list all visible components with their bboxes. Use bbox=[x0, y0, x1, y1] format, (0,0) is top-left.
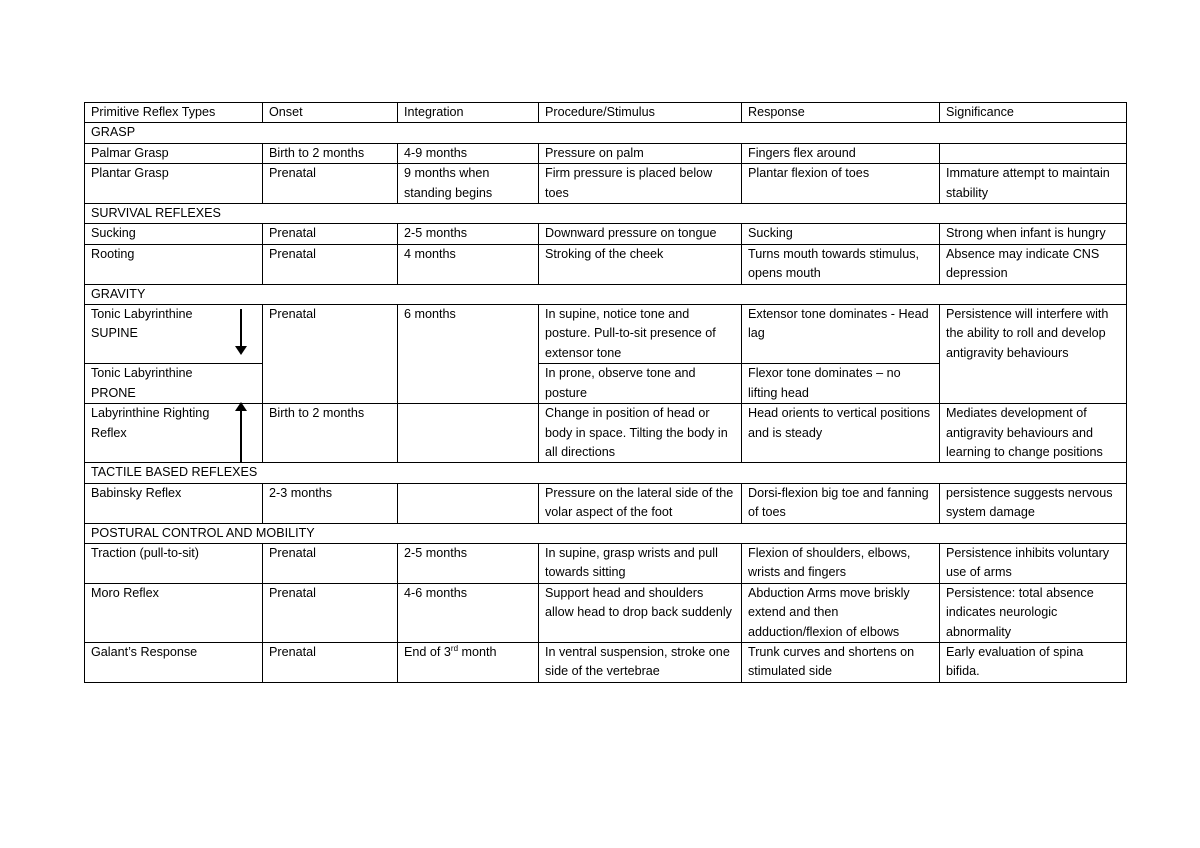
header-cell: Primitive Reflex Types bbox=[85, 103, 263, 123]
header-cell: Procedure/Stimulus bbox=[539, 103, 742, 123]
integration-cell: 4 months bbox=[398, 244, 539, 284]
procedure-cell: In ventral suspension, stroke one side of the vertebrae bbox=[539, 642, 742, 682]
section-heading-grasp: GRASP bbox=[85, 123, 1127, 143]
reflex-type-cell: Galant’s Response bbox=[85, 642, 263, 682]
onset-cell: Prenatal bbox=[263, 543, 398, 583]
reflex-type-text: Labyrinthine Righting Reflex bbox=[91, 406, 210, 440]
table-row bbox=[85, 164, 1127, 204]
response-cell: Flexor tone dominates – no lifting head bbox=[742, 364, 940, 404]
header-cell: Onset bbox=[263, 103, 398, 123]
header-cell: Significance bbox=[940, 103, 1127, 123]
arrow-down-icon bbox=[240, 309, 242, 347]
significance-cell: Absence may indicate CNS depression bbox=[940, 244, 1127, 284]
onset-cell: Birth to 2 months bbox=[263, 404, 398, 463]
section-row bbox=[85, 123, 1127, 143]
reflex-type-cell: Sucking bbox=[85, 224, 263, 244]
reflex-type-cell: Rooting bbox=[85, 244, 263, 284]
integration-text-end: month bbox=[458, 644, 497, 659]
procedure-cell: Pressure on the lateral side of the volar aspect of the foot bbox=[539, 483, 742, 523]
section-heading-survival: SURVIVAL REFLEXES bbox=[85, 204, 1127, 224]
integration-cell: 2-5 months bbox=[398, 224, 539, 244]
table-header-row bbox=[85, 103, 1127, 123]
reflex-type-cell: Traction (pull-to-sit) bbox=[85, 543, 263, 583]
section-heading-tactile: TACTILE BASED REFLEXES bbox=[85, 463, 1127, 483]
integration-cell: 6 months bbox=[398, 305, 539, 404]
onset-cell: Prenatal bbox=[263, 164, 398, 204]
response-cell: Turns mouth towards stimulus, opens mouth bbox=[742, 244, 940, 284]
reflex-type-text: Tonic Labyrinthine PRONE bbox=[91, 366, 193, 400]
integration-cell: 2-5 months bbox=[398, 543, 539, 583]
integration-cell bbox=[398, 404, 539, 463]
significance-cell: Persistence inhibits voluntary use of arms bbox=[940, 543, 1127, 583]
reflex-type-text: Tonic Labyrinthine SUPINE bbox=[91, 307, 193, 341]
significance-cell: Persistence will interfere with the ability to roll and develop antigravity behaviours bbox=[940, 305, 1127, 404]
integration-cell: 9 months when standing begins bbox=[398, 164, 539, 204]
integration-cell bbox=[398, 642, 539, 682]
onset-cell: Prenatal bbox=[263, 642, 398, 682]
table-row bbox=[85, 224, 1127, 244]
response-cell: Plantar flexion of toes bbox=[742, 164, 940, 204]
section-row bbox=[85, 523, 1127, 543]
table-row bbox=[85, 305, 1127, 364]
onset-cell: Birth to 2 months bbox=[263, 143, 398, 163]
significance-cell: Mediates development of antigravity behaviours and learning to change positions bbox=[940, 404, 1127, 463]
response-cell: Head orients to vertical positions and is steady bbox=[742, 404, 940, 463]
significance-cell: Persistence: total absence indicates neurologic abnormality bbox=[940, 583, 1127, 642]
significance-cell: Immature attempt to maintain stability bbox=[940, 164, 1127, 204]
procedure-cell: In supine, grasp wrists and pull towards sitting bbox=[539, 543, 742, 583]
table-row bbox=[85, 543, 1127, 583]
reflex-type-cell: Moro Reflex bbox=[85, 583, 263, 642]
table-row bbox=[85, 642, 1127, 682]
procedure-cell: Pressure on palm bbox=[539, 143, 742, 163]
procedure-cell: Downward pressure on tongue bbox=[539, 224, 742, 244]
response-cell: Extensor tone dominates - Head lag bbox=[742, 305, 940, 364]
significance-cell: persistence suggests nervous system damage bbox=[940, 483, 1127, 523]
reflex-type-cell: Palmar Grasp bbox=[85, 143, 263, 163]
onset-cell: Prenatal bbox=[263, 224, 398, 244]
response-cell: Fingers flex around bbox=[742, 143, 940, 163]
response-cell: Sucking bbox=[742, 224, 940, 244]
arrow-up-icon bbox=[240, 410, 242, 462]
table-row bbox=[85, 583, 1127, 642]
procedure-cell: In prone, observe tone and posture bbox=[539, 364, 742, 404]
onset-cell: Prenatal bbox=[263, 305, 398, 404]
significance-cell: Strong when infant is hungry bbox=[940, 224, 1127, 244]
section-heading-postural: POSTURAL CONTROL AND MOBILITY bbox=[85, 523, 1127, 543]
section-row bbox=[85, 463, 1127, 483]
integration-cell: 4-6 months bbox=[398, 583, 539, 642]
procedure-cell: Stroking of the cheek bbox=[539, 244, 742, 284]
reflex-type-cell bbox=[85, 404, 263, 463]
integration-cell bbox=[398, 483, 539, 523]
onset-cell: Prenatal bbox=[263, 244, 398, 284]
ordinal-suffix: rd bbox=[450, 643, 459, 653]
section-row bbox=[85, 204, 1127, 224]
response-cell: Abduction Arms move briskly extend and then adduction/flexion of elbows bbox=[742, 583, 940, 642]
procedure-cell: Support head and shoulders allow head to drop back suddenly bbox=[539, 583, 742, 642]
reflex-type-cell bbox=[85, 364, 263, 404]
table-row bbox=[85, 404, 1127, 463]
reflex-type-cell bbox=[85, 305, 263, 364]
header-cell: Response bbox=[742, 103, 940, 123]
integration-text: End of 3 bbox=[404, 644, 451, 659]
response-cell: Flexion of shoulders, elbows, wrists and fingers bbox=[742, 543, 940, 583]
reflex-type-cell: Babinsky Reflex bbox=[85, 483, 263, 523]
section-row bbox=[85, 284, 1127, 304]
onset-cell: 2-3 months bbox=[263, 483, 398, 523]
procedure-cell: Firm pressure is placed below toes bbox=[539, 164, 742, 204]
table-row bbox=[85, 143, 1127, 163]
integration-cell: 4-9 months bbox=[398, 143, 539, 163]
primitive-reflex-table bbox=[84, 102, 1127, 683]
response-cell: Dorsi-flexion big toe and fanning of toes bbox=[742, 483, 940, 523]
section-heading-gravity: GRAVITY bbox=[85, 284, 1127, 304]
response-cell: Trunk curves and shortens on stimulated side bbox=[742, 642, 940, 682]
header-cell: Integration bbox=[398, 103, 539, 123]
table-row bbox=[85, 244, 1127, 284]
procedure-cell: Change in position of head or body in space. Tilting the body in all directions bbox=[539, 404, 742, 463]
onset-cell: Prenatal bbox=[263, 583, 398, 642]
significance-cell: Early evaluation of spina bifida. bbox=[940, 642, 1127, 682]
table-row bbox=[85, 483, 1127, 523]
significance-cell bbox=[940, 143, 1127, 163]
procedure-cell: In supine, notice tone and posture. Pull-to-sit presence of extensor tone bbox=[539, 305, 742, 364]
reflex-type-cell: Plantar Grasp bbox=[85, 164, 263, 204]
